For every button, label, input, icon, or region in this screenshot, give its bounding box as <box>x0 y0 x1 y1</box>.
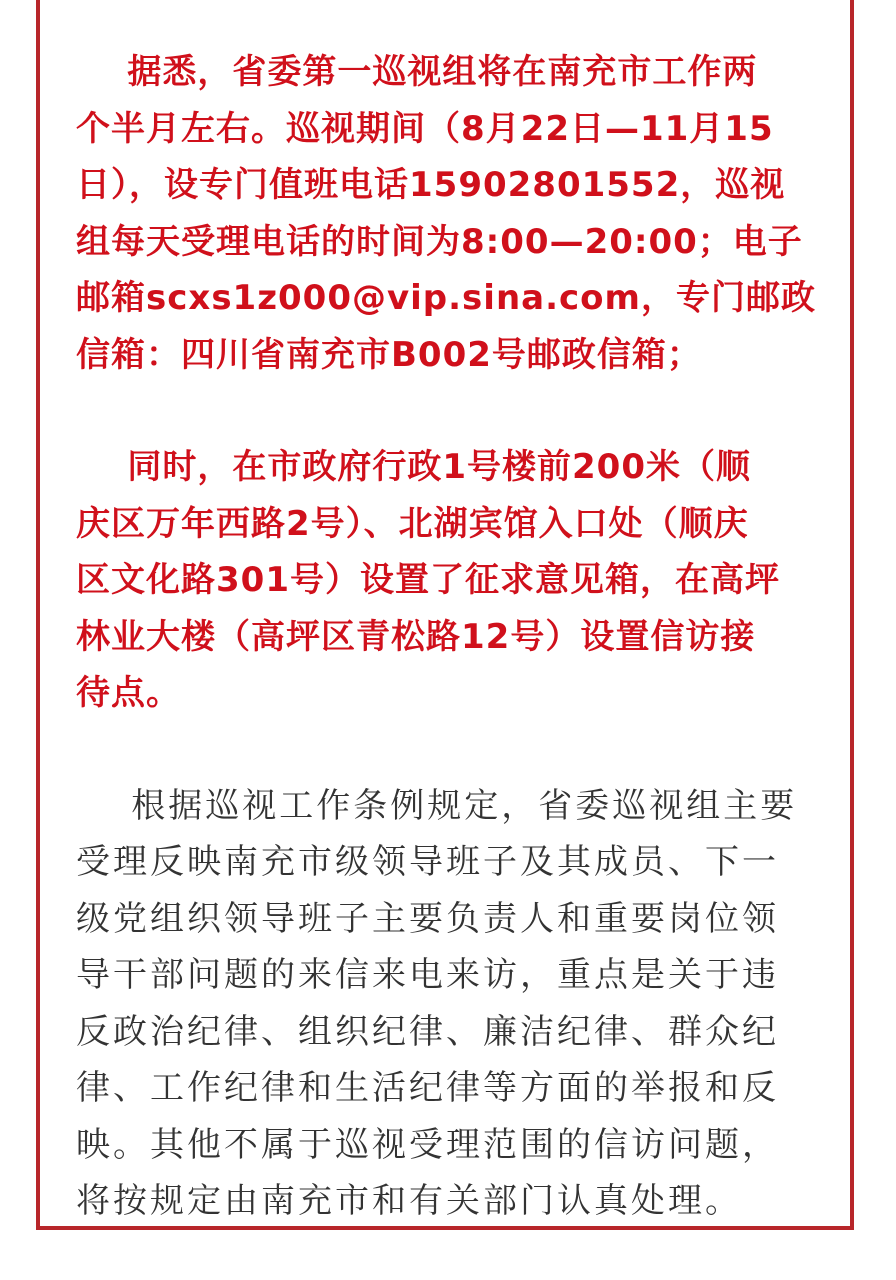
inspection-schedule-paragraph <box>76 44 824 383</box>
text-line: 律、工作纪律和生活纪律等方面的举报和反 <box>76 1068 779 1108</box>
text-line: 根据巡视工作条例规定，省委巡视组主要 <box>76 785 798 826</box>
text-line: 个半月左右。巡视期间（8月22日—11月15 <box>76 108 774 149</box>
text-line: 庆区万年西路2号）、北湖宾馆入口处（顺庆 <box>76 503 749 544</box>
text-line: 据悉，省委第一巡视组将在南充市工作两 <box>76 52 758 92</box>
paragraph-spacer <box>76 383 824 439</box>
text-line: 同时，在市政府行政1号楼前200米（顺 <box>76 447 751 487</box>
text-line: 受理反映南充市级领导班子及其成员、下一 <box>76 842 779 882</box>
article-body <box>76 44 824 1230</box>
text-line: 信箱：四川省南充市B002号邮政信箱； <box>76 334 702 375</box>
text-line: 区文化路301号）设置了征求意见箱，在高坪 <box>76 560 780 600</box>
opinion-box-paragraph <box>76 439 824 722</box>
paragraph-spacer <box>76 722 824 778</box>
text-line: 级党组织领导班子主要负责人和重要岗位领 <box>76 898 779 939</box>
text-line: 反政治纪律、组织纪律、廉洁纪律、群众纪 <box>76 1011 779 1052</box>
text-line: 将按规定由南充市和有关部门认真处理。 <box>76 1181 742 1221</box>
text-line: 组每天受理电话的时间为8:00—20:00；电子 <box>76 221 803 262</box>
scope-description-paragraph <box>76 778 824 1230</box>
text-line: 待点。 <box>76 673 181 713</box>
text-line: 林业大楼（高坪区青松路12号）设置信访接 <box>76 616 756 657</box>
text-line: 邮箱scxs1z000@vip.sina.com，专门邮政 <box>76 278 816 318</box>
text-line: 导干部问题的来信来电来访，重点是关于违 <box>76 955 779 995</box>
text-line: 映。其他不属于巡视受理范围的信访问题， <box>76 1124 779 1165</box>
text-line: 日），设专门值班电话15902801552，巡视 <box>76 165 786 205</box>
